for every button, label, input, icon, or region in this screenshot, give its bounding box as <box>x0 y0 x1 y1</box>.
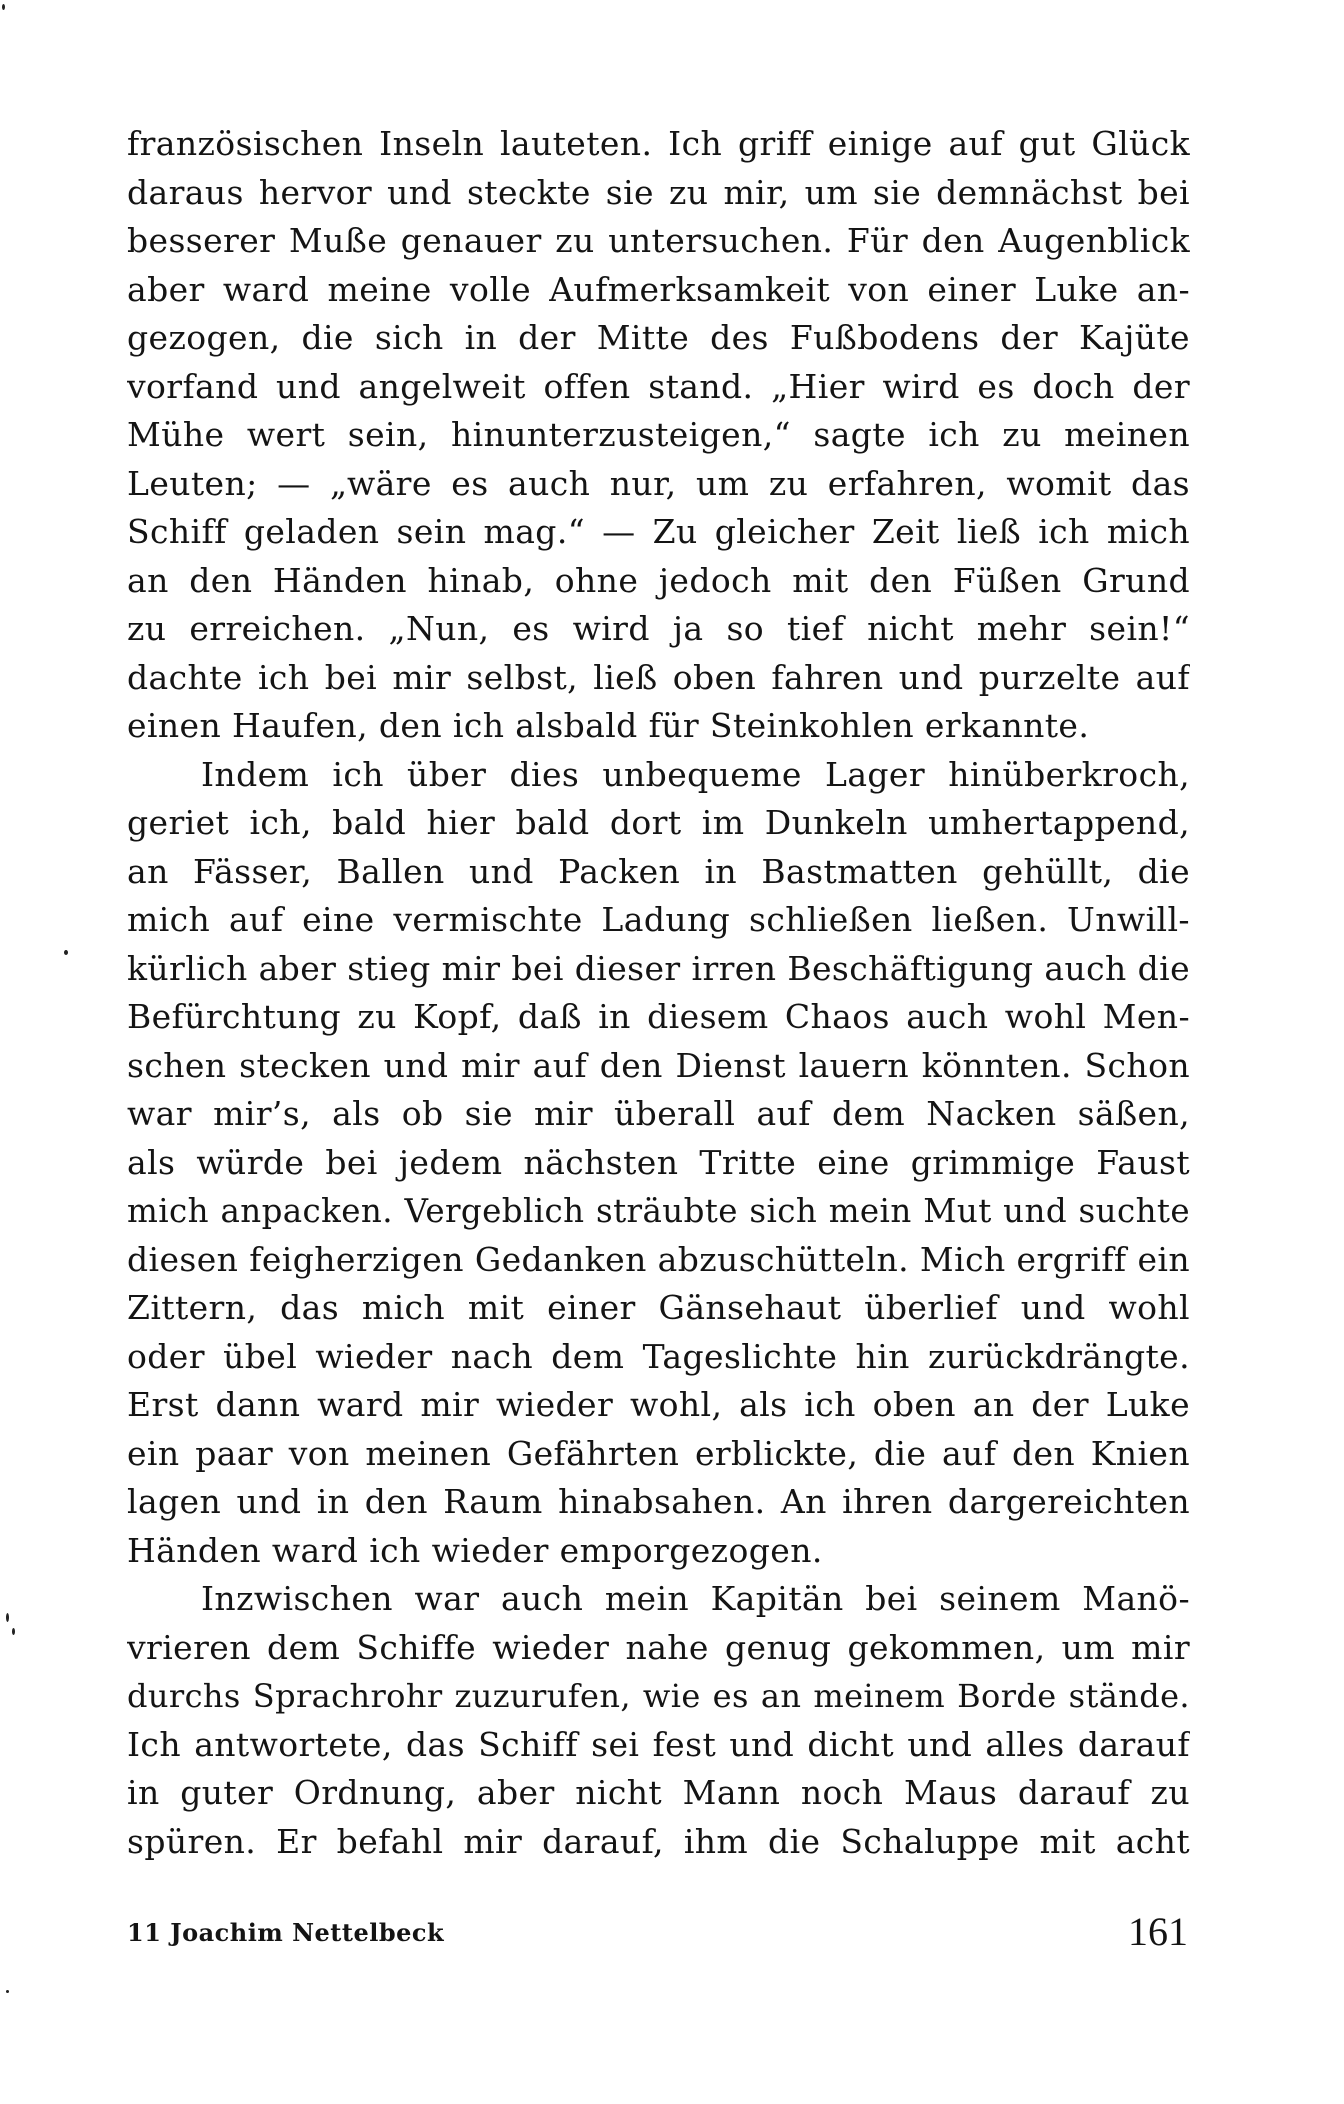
print-speck <box>2 4 5 10</box>
text-line: vorfand und angelweit offen stand. „Hier wird es doch der <box>127 366 1190 406</box>
page-footer <box>127 1895 1190 1955</box>
text-line: Ich antwortete, das Schiff sei fest und dicht und alles darauf <box>127 1724 1190 1764</box>
text-line: als würde bei jedem nächsten Tritte eine grimmige Faust <box>127 1142 1190 1182</box>
text-line: oder übel wieder nach dem Tageslichte hin zurückdrängte. <box>127 1336 1190 1376</box>
page-number: 161 <box>1128 1909 1188 1954</box>
text-line: lagen und in den Raum hinabsahen. An ihren dargereichten <box>127 1482 1190 1521</box>
print-speck <box>12 1628 15 1635</box>
text-line: gezogen, die sich in der Mitte des Fußbodens der Kajüte <box>127 318 1190 357</box>
text-line: mich auf eine vermischte Ladung schließen ließen. Unwill- <box>127 900 1190 939</box>
text-line: aber ward meine volle Aufmerksamkeit von einer Luke an- <box>127 269 1190 309</box>
text-line: dachte ich bei mir selbst, ließ oben fahren und purzelte auf <box>127 657 1190 697</box>
text-line: in guter Ordnung, aber nicht Mann noch Maus darauf zu <box>127 1773 1190 1812</box>
text-line: Händen ward ich wieder emporgezogen. <box>127 1530 823 1570</box>
text-line: Befürchtung zu Kopf, daß in diesem Chaos auch wohl Men- <box>127 997 1190 1036</box>
text-line: daraus hervor und steckte sie zu mir, um sie demnächst bei <box>127 172 1190 212</box>
printer-signature: 11 Joachim Nettelbeck <box>127 1918 445 1947</box>
text-line: Leuten; — „wäre es auch nur, um zu erfahren, womit das <box>127 463 1190 503</box>
text-line: Schiff geladen sein mag.“ — Zu gleicher Zeit ließ ich mich <box>127 512 1190 551</box>
text-line: durchs Sprachrohr zuzurufen, wie es an meinem Borde stände. <box>127 1677 1190 1715</box>
text-line: Zittern, das mich mit einer Gänsehaut überlief und wohl <box>127 1288 1190 1327</box>
text-line: besserer Muße genauer zu untersuchen. Für den Augenblick <box>127 221 1190 260</box>
text-line: war mir’s, als ob sie mir überall auf dem Nacken säßen, <box>127 1094 1190 1133</box>
text-line: kürlich aber stieg mir bei dieser irren Beschäftigung auch die <box>127 948 1190 988</box>
text-line: vrieren dem Schiffe wieder nahe genug gekommen, um mir <box>127 1627 1190 1667</box>
text-line: geriet ich, bald hier bald dort im Dunkeln umhertappend, <box>127 803 1190 842</box>
text-line: einen Haufen, den ich alsbald für Steinkohlen erkannte. <box>127 706 1090 745</box>
text-line: an den Händen hinab, ohne jedoch mit den Füßen Grund <box>127 560 1190 600</box>
print-speck <box>6 1613 9 1622</box>
text-line: zu erreichen. „Nun, es wird ja so tief nicht mehr sein!“ <box>127 609 1190 648</box>
print-speck <box>64 950 68 955</box>
text-line: französischen Inseln lauteten. Ich griff einige auf gut Glück <box>127 124 1190 163</box>
paragraph-first-line: Indem ich über dies unbequeme Lager hinüberkroch, <box>201 754 1190 794</box>
paragraph-first-line: Inzwischen war auch mein Kapitän bei seinem Manö- <box>201 1579 1190 1618</box>
text-line: schen stecken und mir auf den Dienst lauern könnten. Schon <box>127 1045 1190 1085</box>
print-speck <box>6 1990 9 1993</box>
text-line: mich anpacken. Vergeblich sträubte sich mein Mut und suchte <box>127 1192 1190 1230</box>
text-line: an Fässer, Ballen und Packen in Bastmatten gehüllt, die <box>127 851 1190 891</box>
body-text <box>127 120 1190 1866</box>
text-line: diesen feigherzigen Gedanken abzuschütteln. Mich ergriff ein <box>127 1239 1190 1279</box>
text-line: spüren. Er befahl mir darauf, ihm die Schaluppe mit acht <box>127 1821 1190 1861</box>
text-line: Mühe wert sein, hinunterzusteigen,“ sagte ich zu meinen <box>127 415 1190 454</box>
text-line: Erst dann ward mir wieder wohl, als ich oben an der Luke <box>127 1385 1190 1424</box>
text-line: ein paar von meinen Gefährten erblickte, die auf den Knien <box>127 1433 1190 1473</box>
